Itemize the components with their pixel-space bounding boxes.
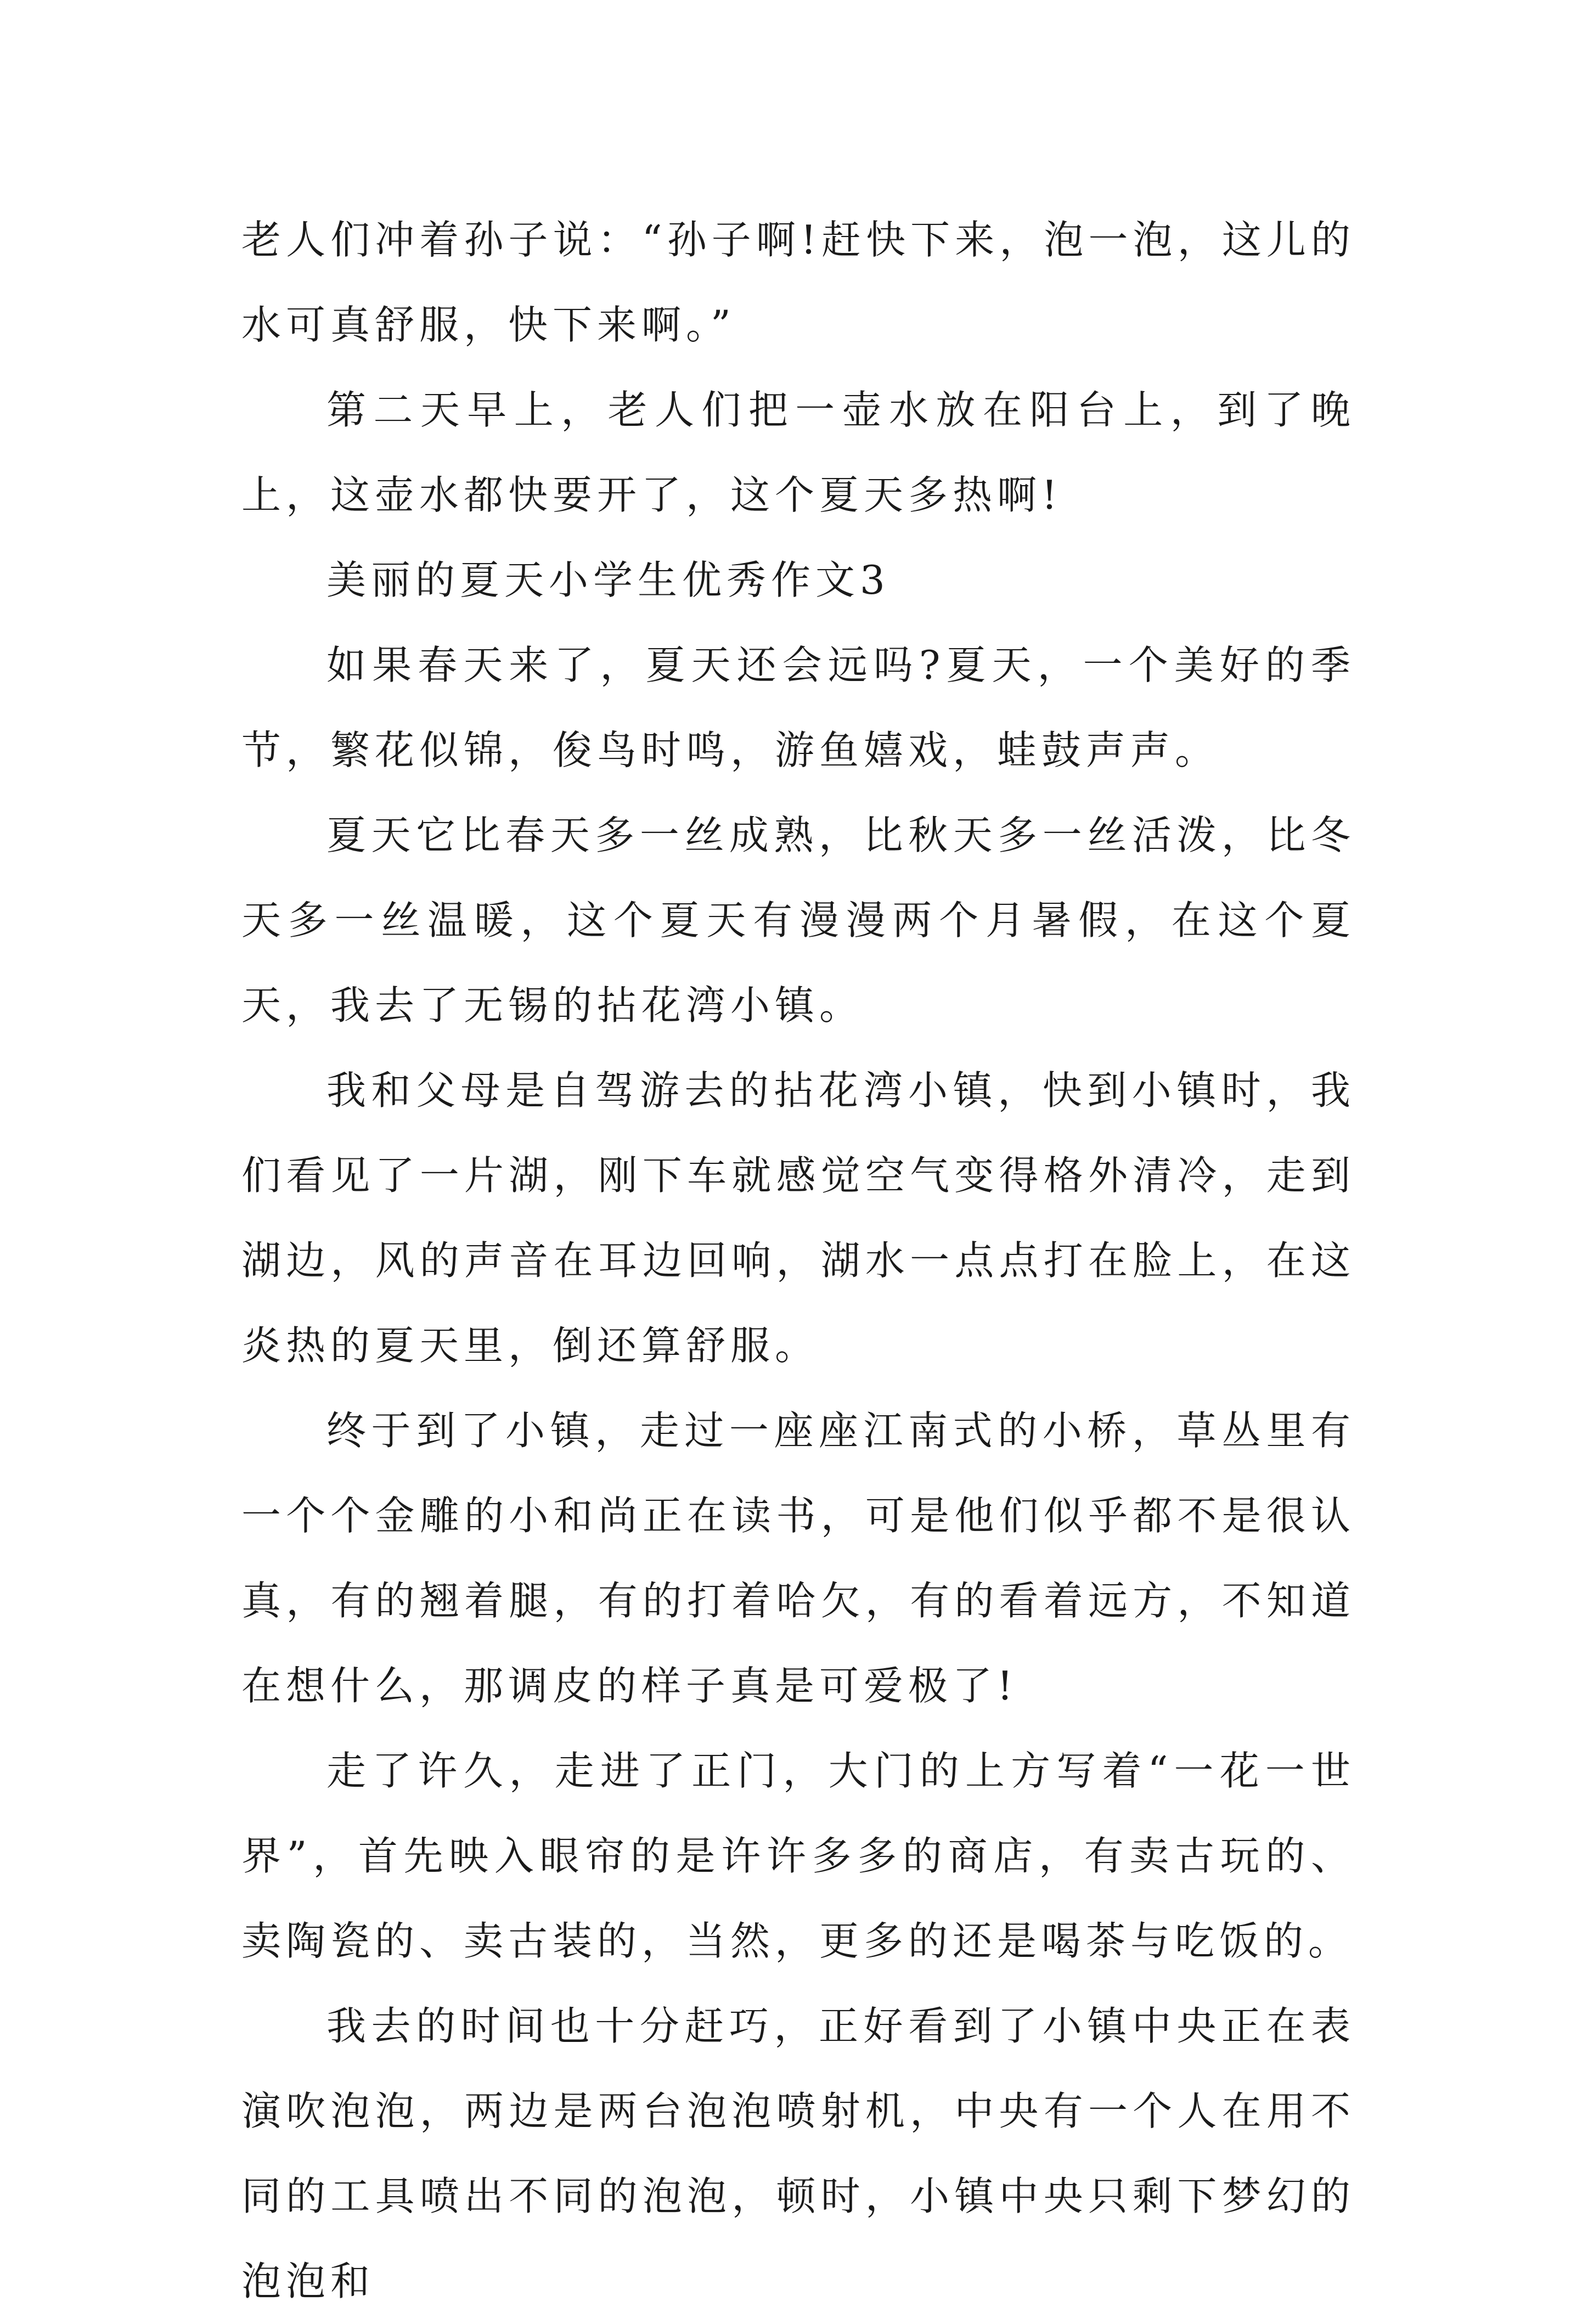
section-heading: 美丽的夏天小学生优秀作文3: [326, 557, 890, 603]
paragraph-1: 老人们冲着孙子说：“孙子啊!赶快下来，泡一泡，这儿的水可真舒服，快下来啊。”: [241, 217, 1355, 348]
paragraph-2: 第二天早上，老人们把一壶水放在阳台上，到了晚上，这壶水都快要开了，这个夏天多热啊!: [241, 387, 1355, 518]
paragraph-5: 我和父母是自驾游去的拈花湾小镇，快到小镇时，我们看见了一片湖，刚下车就感觉空气变得格外清冷，走到湖边，风的声音在耳边回响，湖水一点点打在脸上，在这炎热的夏天里，倒还算舒服。: [241, 1067, 1355, 1369]
paragraph-4: 夏天它比春天多一丝成熟，比秋天多一丝活泼，比冬天多一丝温暖，这个夏天有漫漫两个月暑假，在这个夏天，我去了无锡的拈花湾小镇。: [241, 812, 1355, 1028]
document-body: [241, 198, 1355, 2324]
paragraph-8: 我去的时间也十分赶巧，正好看到了小镇中央正在表演吹泡泡，两边是两台泡泡喷射机，中央有一个人在用不同的工具喷出不同的泡泡，顿时，小镇中央只剩下梦幻的泡泡和: [241, 2003, 1355, 2304]
paragraph-6: 终于到了小镇，走过一座座江南式的小桥，草丛里有一个个金雕的小和尚正在读书，可是他们似乎都不是很认真，有的翘着腿，有的打着哈欠，有的看着远方，不知道在想什么，那调皮的样子真是可爱极了!: [241, 1408, 1355, 1709]
paragraph-7: 走了许久，走进了正门，大门的上方写着“一花一世界”，首先映入眼帘的是许许多多的商店，有卖古玩的、卖陶瓷的、卖古装的，当然，更多的还是喝茶与吃饭的。: [241, 1748, 1355, 1964]
paragraph-3: 如果春天来了，夏天还会远吗?夏天，一个美好的季节，繁花似锦，俊鸟时鸣，游鱼嬉戏，蛙鼓声声。: [241, 642, 1355, 773]
